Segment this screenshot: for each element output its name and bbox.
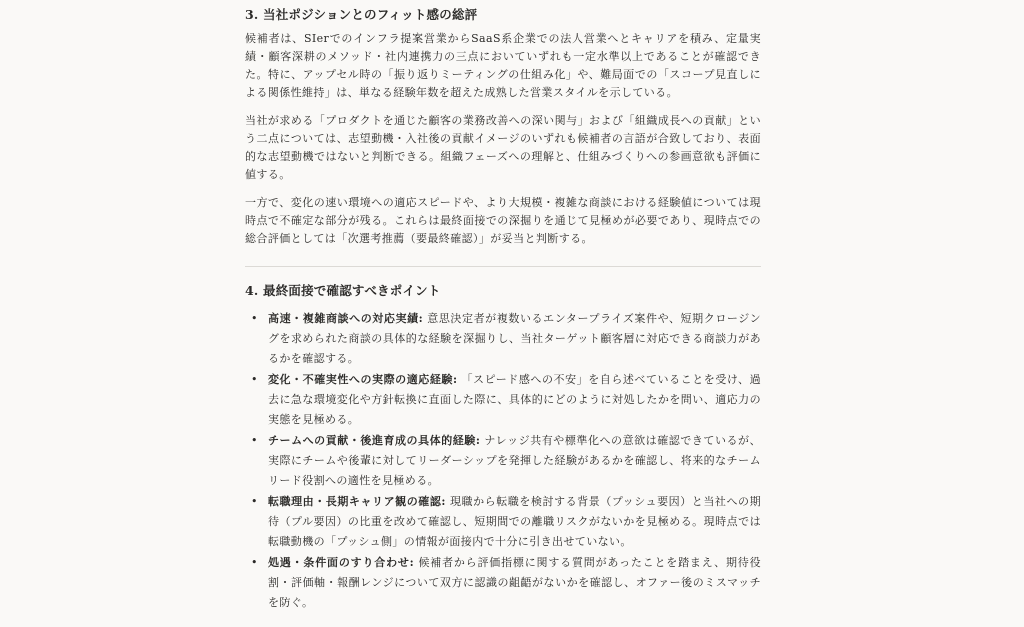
list-item	[245, 553, 761, 613]
list-item-body: 候補者から評価指標に関する質問があったことを踏まえ、期待役割・評価軸・報酬レンジについて双方に認識の齟齬がないかを確認し、オファー後のミスマッチを防ぐ。	[268, 556, 762, 609]
paragraph: 候補者は、SIerでのインフラ提案営業からSaaS系企業での法人営業へとキャリアを積み、定量実績・顧客深耕のメソッド・社内連携力の三点においていずれも一定水準以上であることが確認できた。特に、アップセル時の「振り返りミーティングの仕組み化」や、難局面での「スコープ見直しによる関係性維持」は、単なる経験年数を超えた成熟した営業スタイルを示している。	[245, 32, 761, 99]
list-item-body: 現職から転職を検討する背景（プッシュ要因）と当社への期待（プル要因）の比重を改めて確認し、短期間での離職リスクがないかを見極める。現時点では転職動機の「プッシュ側」の情報が面接内で十分に引き出せていない。	[268, 495, 761, 548]
list-item	[245, 370, 761, 430]
section-3-title: 3. 当社ポジションとのフィット感の総評	[245, 7, 478, 22]
list-item	[245, 431, 761, 491]
section-divider	[245, 266, 761, 267]
list-item	[245, 492, 761, 552]
bullet-icon: •	[251, 373, 258, 386]
list-item-title: チームへの貢献・後進育成の具体的経験:	[268, 434, 481, 447]
bullet-icon: •	[251, 495, 258, 508]
section-final-interview-points	[245, 282, 761, 613]
list-item-title: 変化・不確実性への実際の適応経験:	[268, 373, 458, 386]
section-fit-summary	[245, 6, 761, 248]
list-item-body: 意思決定者が複数いるエンタープライズ案件や、短期クロージングを求められた商談の具体的な経験を深掘りし、当社ターゲット顧客層に対応できる商談力があるかを確認する。	[268, 312, 761, 365]
document-body	[245, 0, 761, 614]
checkpoint-list	[245, 309, 761, 613]
bullet-icon: •	[251, 312, 258, 325]
list-item-title: 処遇・条件面のすり合わせ:	[268, 556, 415, 569]
list-item-title: 高速・複雑商談への対応実績:	[268, 312, 424, 325]
list-item-body: 「スピード感への不安」を自ら述べていることを受け、過去に急な環境変化や方針転換に直面した際に、具体的にどのように対処したかを問い、適応力の実態を見極める。	[268, 373, 761, 426]
paragraph: 一方で、変化の速い環境への適応スピードや、より大規模・複雑な商談における経験値については現時点で不確定な部分が残る。これらは最終面接での深掘りを通じて見極めが必要であり、現時点での総合評価としては「次選考推薦（要最終確認）」が妥当と判断する。	[245, 196, 761, 245]
list-item	[245, 309, 761, 369]
bullet-icon: •	[251, 556, 258, 569]
list-item-body: ナレッジ共有や標準化への意欲は確認できているが、実際にチームや後輩に対してリーダーシップを発揮した経験があるかを確認し、将来的なチームリード役割への適性を見極める。	[268, 434, 761, 487]
paragraph: 当社が求める「プロダクトを通じた顧客の業務改善への深い関与」および「組織成長への貢献」という二点については、志望動機・入社後の貢献イメージのいずれも候補者の言語が合致しており、表面的な志望動機ではないと判断できる。組織フェーズへの理解と、仕組みづくりへの参画意欲も評価に値する。	[245, 114, 761, 181]
bullet-icon: •	[251, 434, 258, 447]
section-4-title: 4. 最終面接で確認すべきポイント	[245, 283, 441, 298]
list-item-title: 転職理由・長期キャリア観の確認:	[268, 495, 446, 508]
